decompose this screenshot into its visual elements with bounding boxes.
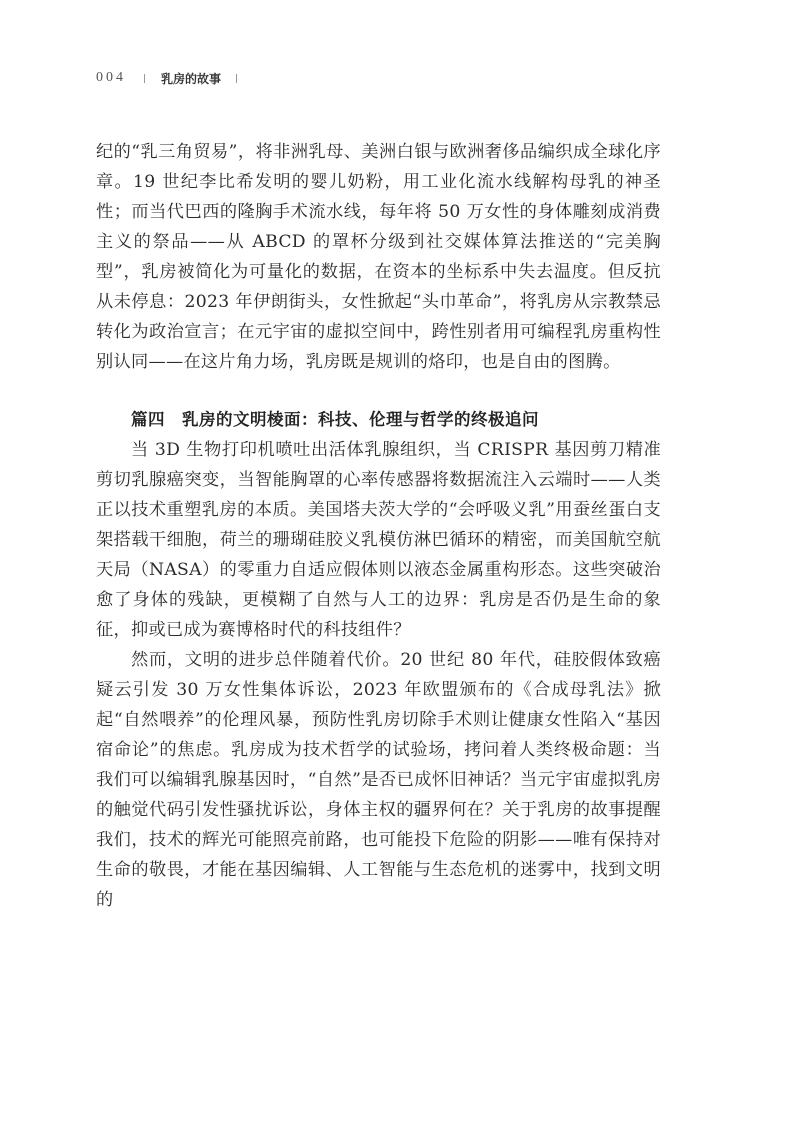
book-title: 乳房的故事 <box>161 71 222 86</box>
section-heading: 篇四 乳房的文明棱面：科技、伦理与哲学的终极追问 <box>131 410 539 429</box>
header-separator-end <box>236 74 237 83</box>
header-separator <box>144 74 145 83</box>
paragraph-continued: 纪的“乳三角贸易”，将非洲乳母、美洲白银与欧洲奢侈品编织成全球化序章。19 世纪李比希发明的婴儿奶粉，用工业化流水线解构母乳的神圣性；而当代巴西的隆胸手术流水线，每年将 50 万女性的身体雕刻成消费主义的祭品——从 ABCD 的罩杯分级到社交媒体算法推送的“完美胸型”，乳房被简化为可量化的数据，在资本的坐标系中失去温度。但反抗从未停息：2023 年伊朗街头，女性掀起“头巾革命”，将乳房从宗教禁忌转化为政治宣言；在元宇宙的虚拟空间中，跨性别者用可编程乳房重构性别认同——在这片角力场，乳房既是规训的烙印，也是自由的图腾。 <box>96 142 661 372</box>
paragraph: 当 3D 生物打印机喷吐出活体乳腺组织，当 CRISPR 基因剪刀精准剪切乳腺癌突变，当智能胸罩的心率传感器将数据流注入云端时——人类正以技术重塑乳房的本质。美国塔夫茨大学的“会呼吸义乳”用蚕丝蛋白支架搭载干细胞，荷兰的珊瑚硅胶义乳模仿淋巴循环的精密，而美国航空航天局（NASA）的零重力自适应假体则以液态金属重构形态。这些突破治愈了身体的残缺，更模糊了自然与人工的边界：乳房是否仍是生命的象征，抑或已成为赛博格时代的科技组件？ <box>96 440 661 640</box>
body-text <box>96 137 661 915</box>
paragraph: 然而，文明的进步总伴随着代价。20 世纪 80 年代，硅胶假体致癌疑云引发 30 万女性集体诉讼，2023 年欧盟颁布的《合成母乳法》掀起“自然喂养”的伦理风暴，预防性乳房切除手术则让健康女性陷入“基因宿命论”的焦虑。乳房成为技术哲学的试验场，拷问着人类终极命题：当我们可以编辑乳腺基因时，“自然”是否已成怀旧神话？当元宇宙虚拟乳房的触觉代码引发性骚扰诉讼，身体主权的疆界何在？关于乳房的故事提醒我们，技术的辉光可能照亮前路，也可能投下危险的阴影——唯有保持对生命的敬畏，才能在基因编辑、人工智能与生态危机的迷雾中，找到文明的 <box>96 650 661 910</box>
page-number: 004 <box>96 70 126 85</box>
running-header <box>96 68 237 88</box>
